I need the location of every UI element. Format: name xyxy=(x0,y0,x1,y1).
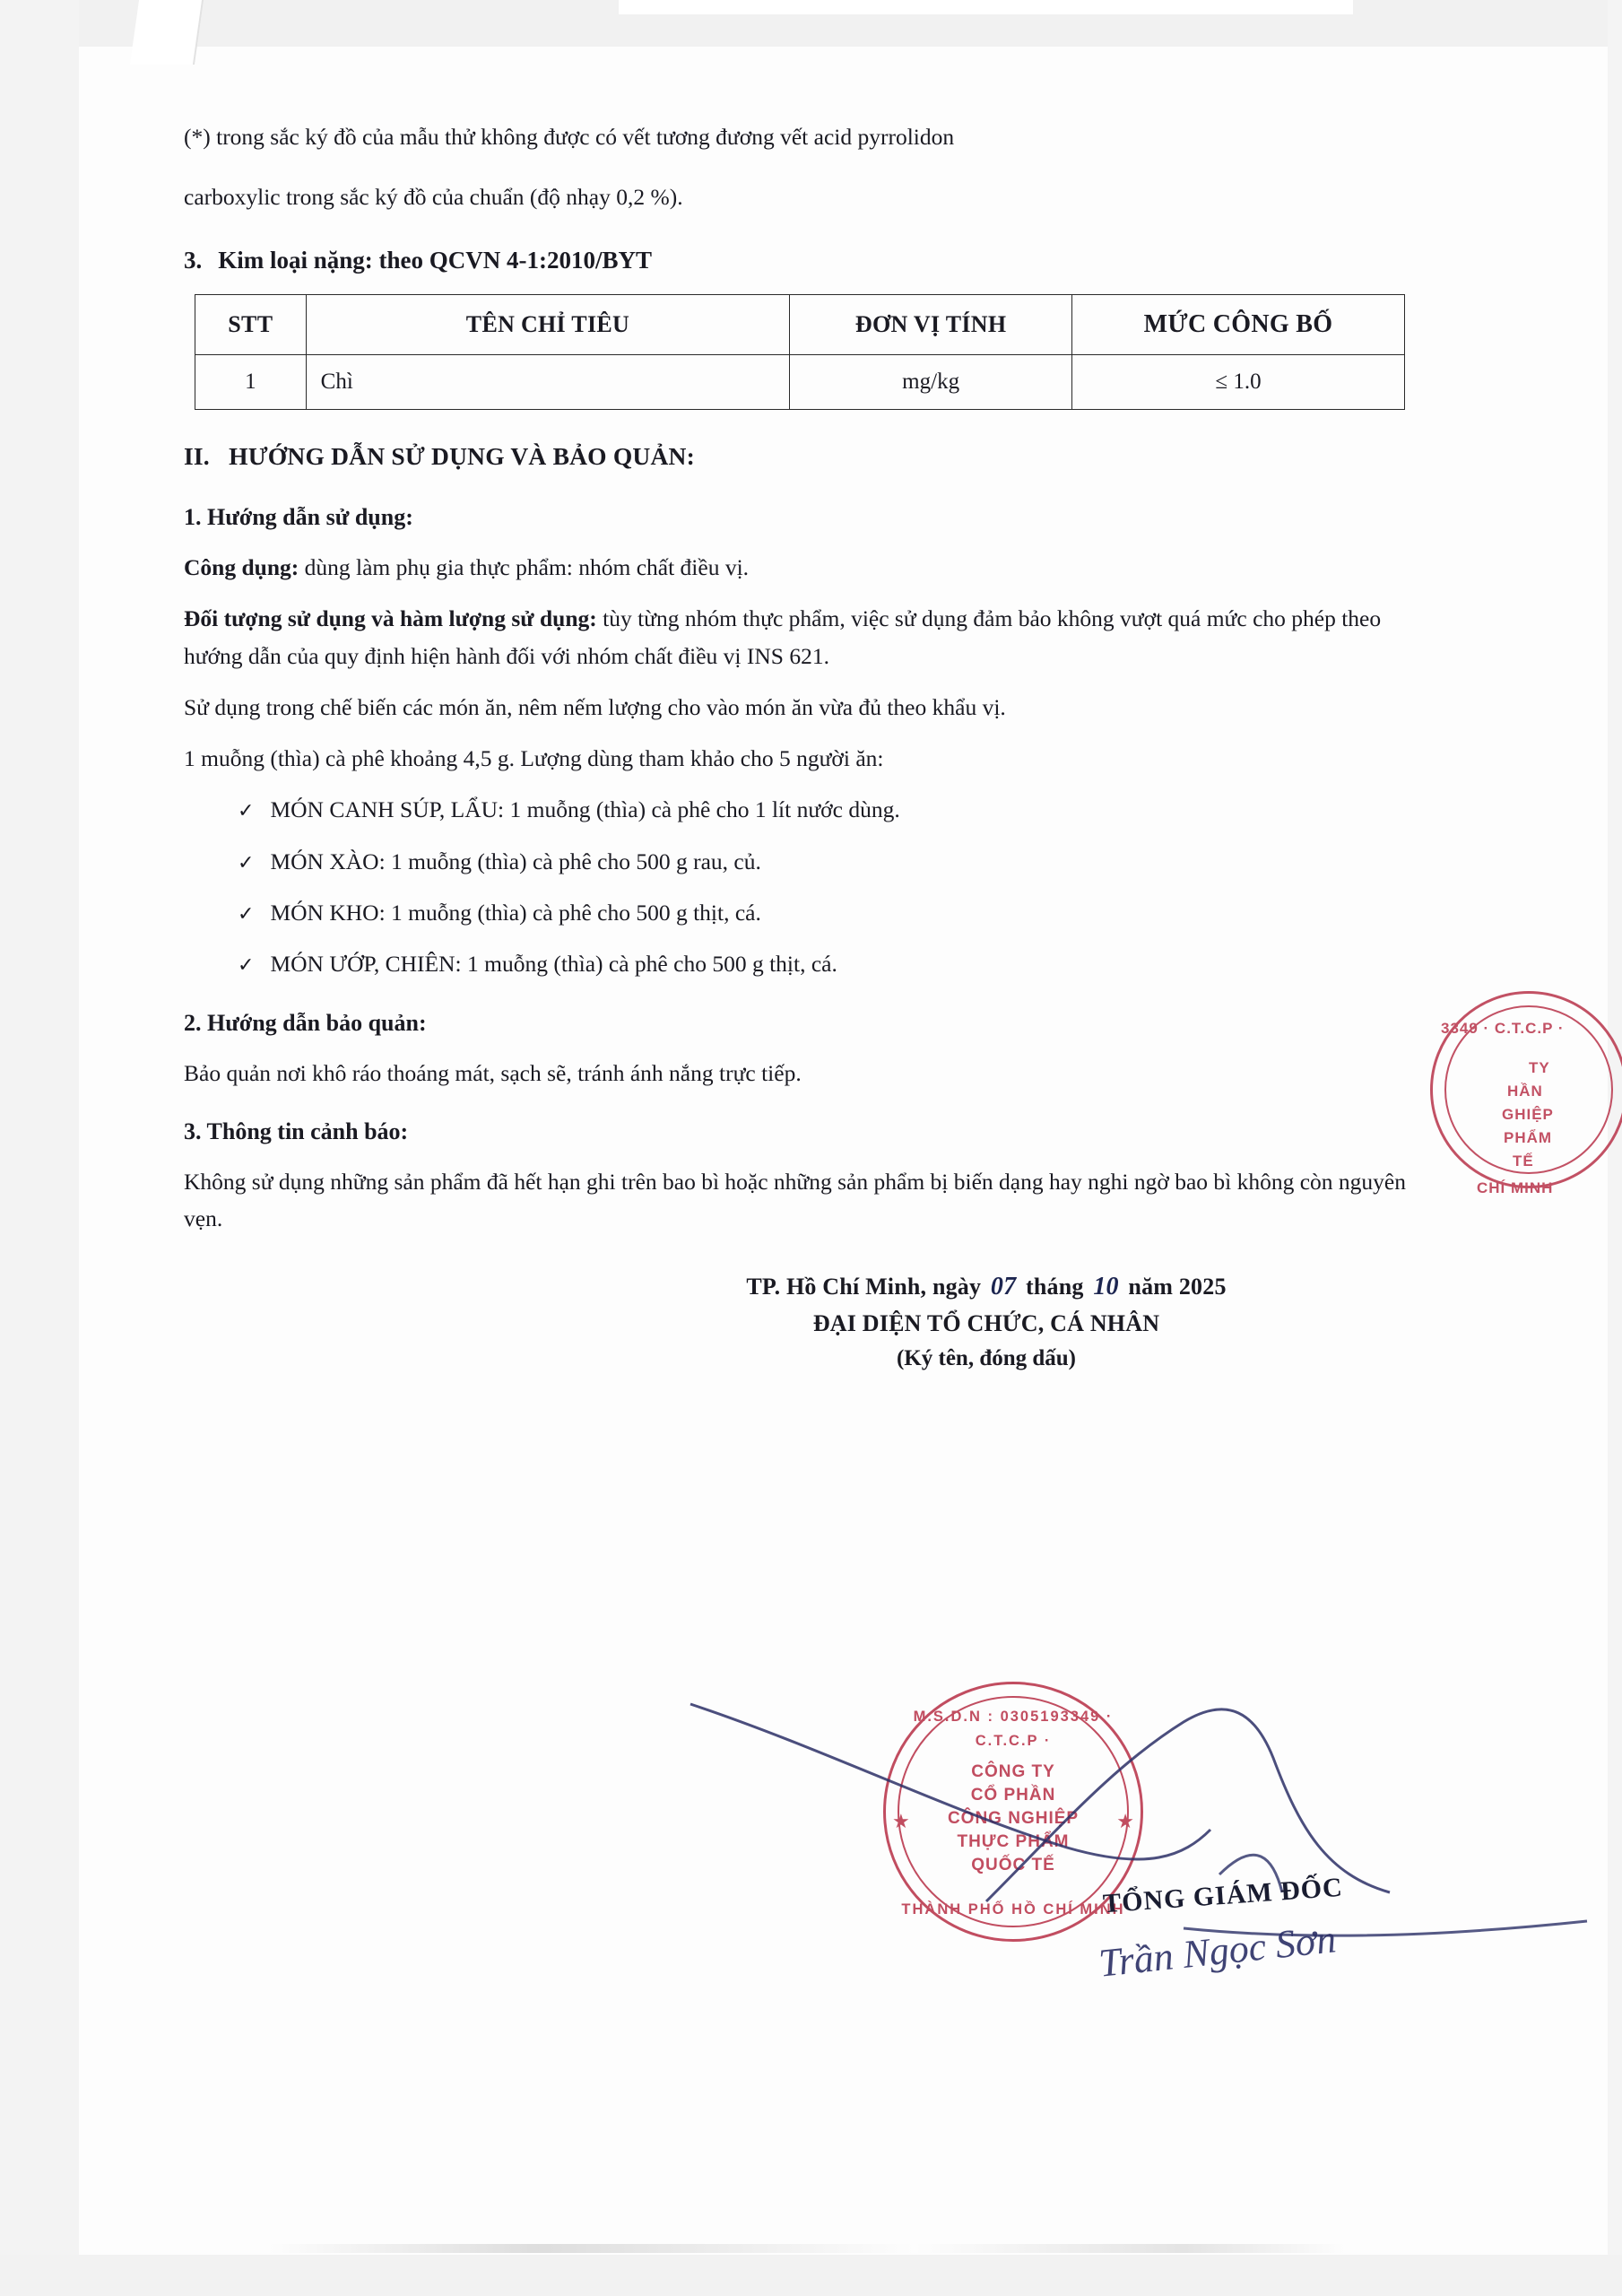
table-row xyxy=(195,354,1405,410)
scan-corner-fold xyxy=(130,0,204,65)
stamp-fragment-line-3: GHIỆP xyxy=(1502,1106,1554,1123)
usage-paragraph xyxy=(184,549,1412,586)
document-body xyxy=(184,117,1412,1377)
heavy-metals-table xyxy=(195,294,1405,410)
target-label: Đối tượng sử dụng và hàm lượng sử dụng: xyxy=(184,605,597,632)
list-item xyxy=(238,894,1412,931)
section-2-heading xyxy=(184,437,1412,477)
cell-stt: 1 xyxy=(195,354,307,410)
signature-date-line xyxy=(560,1268,1412,1306)
footnote-line-1: (*) trong sắc ký đồ của mẫu thử không được có vết tương đương vết acid pyrrolidon xyxy=(184,124,955,150)
section-3-title: Kim loại nặng: theo QCVN 4-1:2010/BYT xyxy=(218,246,653,274)
list-item-label: MÓN CANH SÚP, LẨU: 1 muỗng (thìa) cà phê cho 1 lít nước dùng. xyxy=(270,796,900,823)
stamp-fragment-line-5: TẾ xyxy=(1513,1152,1534,1170)
footnote-line-2: carboxylic trong sắc ký đồ của chuẩn (độ nhạy 0,2 %). xyxy=(184,184,683,211)
usage-cooking-paragraph: Sử dụng trong chế biến các món ăn, nêm nếm lượng cho vào món ăn vừa đủ theo khẩu vị. xyxy=(184,693,1006,720)
scan-top-white-strip xyxy=(619,0,1353,14)
signature-month: 10 xyxy=(1093,1272,1119,1300)
usage-label: Công dụng: xyxy=(184,554,299,580)
stamp-line-3: CÔNG NGHIỆP xyxy=(947,1809,1080,1828)
cell-declared-level: ≤ 1.0 xyxy=(1072,354,1405,410)
subsection-1-heading: 1. Hướng dẫn sử dụng: xyxy=(184,503,413,530)
spoon-reference-paragraph: 1 muỗng (thìa) cà phê khoảng 4,5 g. Lượng dùng tham khảo cho 5 người ăn: xyxy=(184,745,884,772)
col-header-unit: ĐƠN VỊ TÍNH xyxy=(790,295,1072,354)
col-header-criteria: TÊN CHỈ TIÊU xyxy=(306,295,790,354)
scan-edge-bottom xyxy=(0,2255,1622,2296)
check-icon: ✓ xyxy=(238,953,255,977)
signature-note: (Ký tên, đóng dấu) xyxy=(896,1345,1077,1370)
list-item xyxy=(238,791,1412,828)
stamp-arc-bottom-text: THÀNH PHỐ HỒ CHÍ MINH xyxy=(901,1901,1125,1918)
list-item xyxy=(238,945,1412,982)
stamp-line-1: CÔNG TY xyxy=(971,1762,1055,1781)
check-icon: ✓ xyxy=(238,850,255,874)
list-item-label: MÓN XÀO: 1 muỗng (thìa) cà phê cho 500 g rau, củ. xyxy=(270,848,761,874)
target-paragraph xyxy=(184,600,1412,674)
dosage-checklist xyxy=(184,791,1412,982)
check-icon: ✓ xyxy=(238,799,255,822)
signature-place: TP. Hồ Chí Minh, ngày xyxy=(746,1273,982,1300)
list-item xyxy=(238,843,1412,880)
col-header-declared-level: MỨC CÔNG BỐ xyxy=(1072,295,1405,354)
star-icon: ★ xyxy=(1116,1810,1134,1832)
col-header-stt: STT xyxy=(195,295,307,354)
scan-bottom-smudge xyxy=(269,2244,1345,2253)
signature-representative: ĐẠI DIỆN TỔ CHỨC, CÁ NHÂN xyxy=(812,1309,1160,1336)
stamp-fragment-line-1: TY xyxy=(1529,1059,1550,1076)
stamp-arc-top-text: M.S.D.N : 0305193349 · C.T.C.P · xyxy=(913,1709,1114,1749)
subsection-2-heading: 2. Hướng dẫn bảo quản: xyxy=(184,1009,427,1036)
section-2-index: II. xyxy=(184,442,210,471)
stamp-fragment-line-2: HẦN xyxy=(1507,1083,1543,1100)
section-3-heading xyxy=(184,241,1412,281)
star-icon: ★ xyxy=(892,1810,910,1832)
stamp-line-5: QUỐC TẾ xyxy=(971,1856,1055,1874)
cell-criteria: Chì xyxy=(306,354,790,410)
signature-month-prefix: tháng xyxy=(1026,1273,1084,1300)
target-text: tùy từng nhóm thực phẩm, việc sử dụng đảm bảo không vượt quá mức cho phép theo hướng dẫn của quy định hiện hành đối với nhóm chất điều vị INS 621. xyxy=(184,605,1382,669)
subsection-3-heading: 3. Thông tin cảnh báo: xyxy=(184,1118,409,1145)
stamp-line-4: THỰC PHẨM xyxy=(957,1832,1070,1851)
signer-name: Trần Ngọc Sơn xyxy=(1097,1917,1339,1986)
section-2-title: HƯỚNG DẪN SỬ DỤNG VÀ BẢO QUẢN: xyxy=(229,442,695,471)
usage-text: dùng làm phụ gia thực phẩm: nhóm chất điều vị. xyxy=(299,554,750,580)
stamp-fragment-bottom: CHÍ MINH xyxy=(1477,1179,1554,1196)
cell-unit: mg/kg xyxy=(790,354,1072,410)
stamp-fragment-line-4: PHẨM xyxy=(1504,1129,1553,1146)
signature-day: 07 xyxy=(990,1272,1017,1300)
list-item-label: MÓN ƯỚP, CHIÊN: 1 muỗng (thìa) cà phê cho 500 g thịt, cá. xyxy=(270,951,837,978)
signature-year: 2025 xyxy=(1178,1273,1227,1300)
section-3-index: 3. xyxy=(184,246,203,274)
check-icon: ✓ xyxy=(238,902,255,926)
signature-block xyxy=(184,1268,1412,1378)
scan-edge-left xyxy=(0,0,79,2296)
scan-edge-right xyxy=(1608,0,1622,2296)
warning-paragraph: Không sử dụng những sản phẩm đã hết hạn ghi trên bao bì hoặc những sản phẩm bị biến dạng hay nghi ngờ bao bì không còn nguyên vẹn. xyxy=(184,1169,1407,1232)
stamp-fragment-top: 3349 · C.T.C.P · xyxy=(1441,1020,1565,1037)
signature-year-prefix: năm xyxy=(1128,1273,1174,1300)
list-item-label: MÓN KHO: 1 muỗng (thìa) cà phê cho 500 g thịt, cá. xyxy=(270,900,761,926)
table-header-row xyxy=(195,295,1405,354)
signer-title: TỔNG GIÁM ĐỐC xyxy=(1102,1872,1344,1919)
storage-paragraph: Bảo quản nơi khô ráo thoáng mát, sạch sẽ, tránh ánh nắng trực tiếp. xyxy=(184,1059,802,1086)
stamp-line-2: CỔ PHẦN xyxy=(970,1786,1056,1805)
